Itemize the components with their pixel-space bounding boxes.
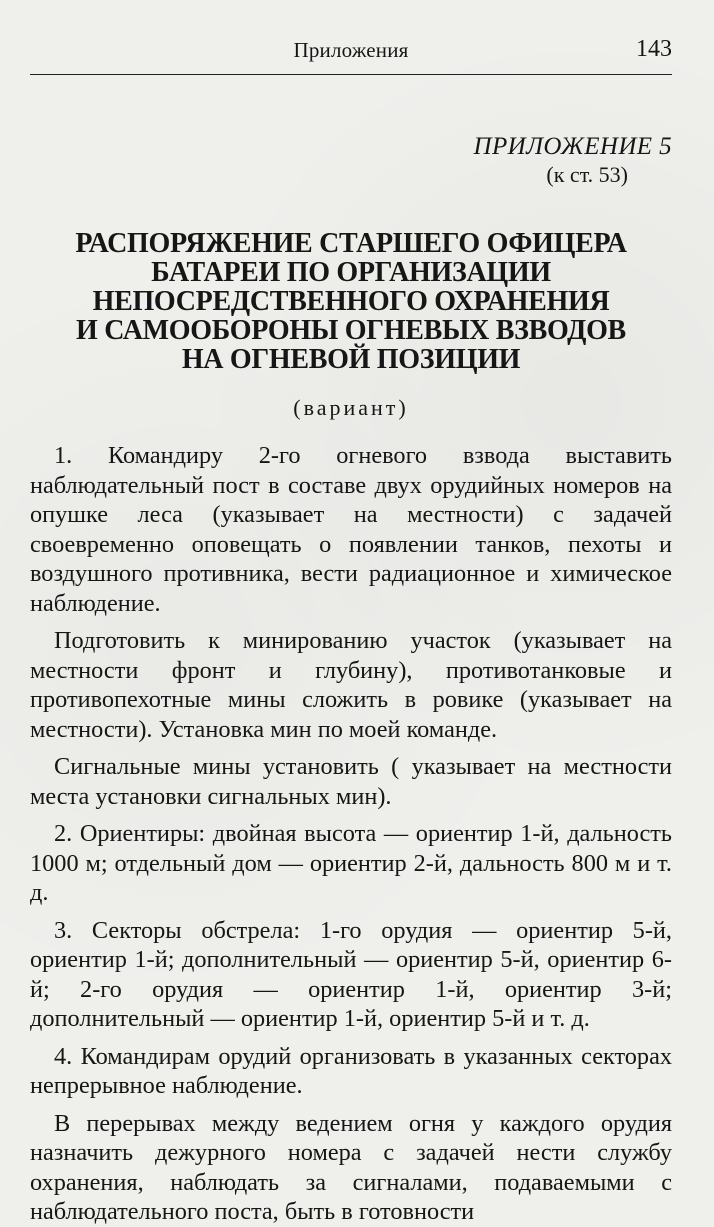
appendix-label — [30, 133, 672, 189]
paragraph-4: 2. Ориентиры: двойная высота — ориентир 1-й, дальность 1000 м; отдельный дом — ориентир 2-й, дальность 800 м и т. д. — [30, 820, 672, 906]
appendix-reference: (к ст. 53) — [546, 162, 628, 187]
document-body — [30, 441, 672, 1227]
title-line: И САМООБОРОНЫ ОГНЕВЫХ ВЗВОДОВ — [76, 315, 626, 346]
paragraph-5: 3. Секторы обстрела: 1-го орудия — ориентир 5-й, ориентир 1-й; дополнительный — ориентир 5-й, ориентир 6-й; 2-го орудия — ориентир 1-й, ориентир 3-й; дополнительный — ориентир 1-й, ориентир 5-й и т. д. — [30, 916, 672, 1032]
page-number: 143 — [636, 36, 672, 62]
title-line: НА ОГНЕВОЙ ПОЗИЦИИ — [181, 344, 521, 375]
title-line: РАСПОРЯЖЕНИЕ СТАРШЕГО ОФИЦЕРА — [75, 228, 627, 259]
running-title: Приложения — [293, 38, 409, 62]
paragraph-2: Подготовить к минированию участок (указывает на местности фронт и глубину), противотанковые и противопехотные мины сложить в ровике (указывает на местности). Установка мин по моей команде. — [30, 627, 672, 743]
paragraph-1: 1. Командиру 2-го огневого взвода выставить наблюдательный пост в составе двух орудийных номеров на опушке леса (указывает на местности) с задачей своевременно оповещать о появлении танков, пехоты и воздушного противника, вести радиационное и химическое наблюдение. — [30, 442, 672, 617]
page-header — [30, 26, 672, 75]
document-title — [30, 229, 672, 374]
variant-label: (вариант) — [293, 395, 409, 420]
paragraph-6: 4. Командирам орудий организовать в указанных секторах непрерывное наблюдение. — [30, 1042, 672, 1099]
title-line: НЕПОСРЕДСТВЕННОГО ОХРАНЕНИЯ — [92, 286, 610, 317]
appendix-title: ПРИЛОЖЕНИЕ 5 — [473, 133, 672, 160]
paragraph-3: Сигнальные мины установить ( указывает на местности места установки сигнальных мин). — [30, 753, 672, 810]
title-line: БАТАРЕИ ПО ОРГАНИЗАЦИИ — [151, 257, 551, 288]
paragraph-7: В перерывах между ведением огня у каждого орудия назначить дежурного номера с задачей нести службу охранения, наблюдать за сигналами, подаваемыми с наблюдательного поста, быть в готовности — [30, 1109, 672, 1225]
